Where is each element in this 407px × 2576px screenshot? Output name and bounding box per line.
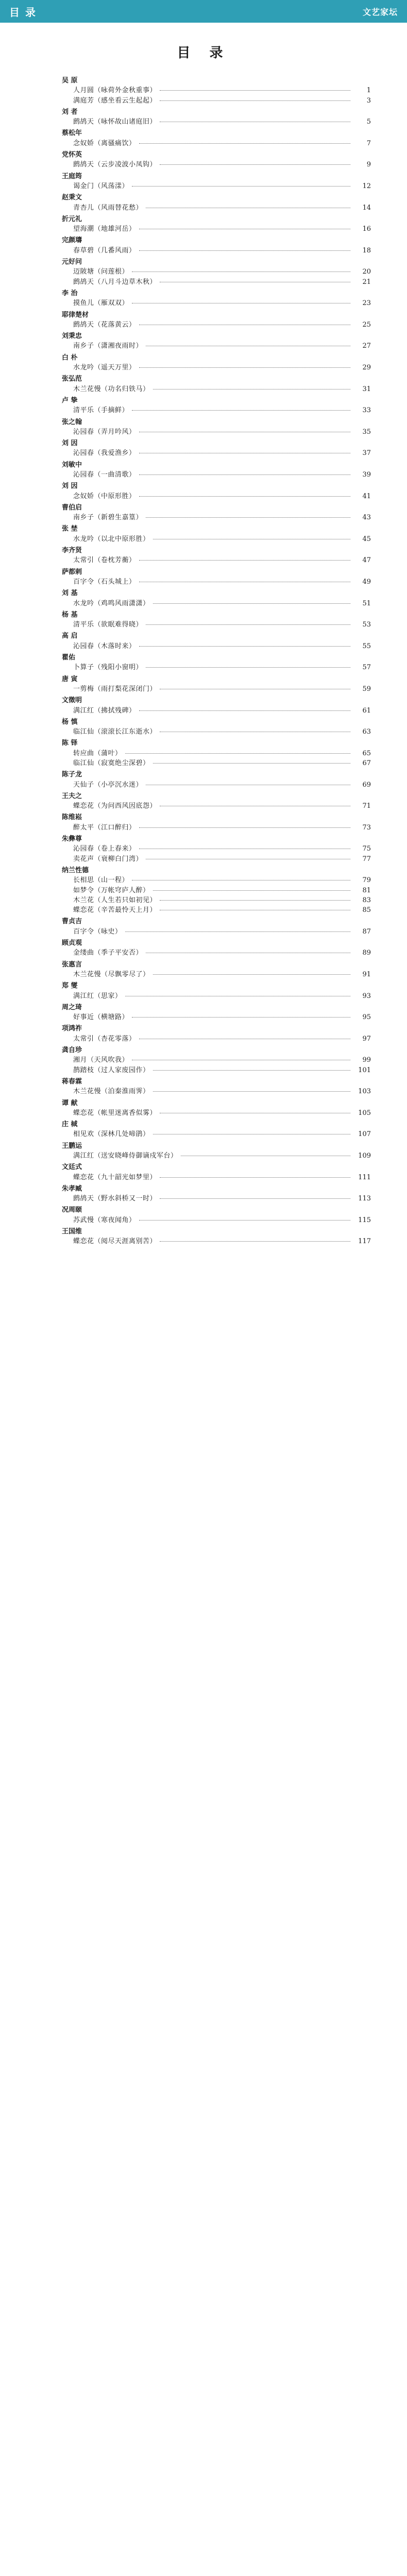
toc-entry[interactable] (73, 1108, 371, 1118)
toc-entry[interactable] (73, 1034, 371, 1044)
toc-author: 况周颐 (62, 1206, 82, 1214)
toc-author: 张之翰 (62, 418, 82, 426)
dot-leader (153, 1091, 350, 1092)
toc-entry[interactable] (73, 577, 371, 587)
toc-entry[interactable] (73, 298, 371, 308)
toc-entry-title: 满江红（送安晓峰侍御谪戍军台） (73, 1151, 178, 1160)
toc-author: 刘 基 (62, 589, 78, 598)
toc-entry-title: 长相思（山一程） (73, 876, 129, 885)
toc-entry-page: 21 (362, 278, 371, 286)
toc-entry-page: 77 (362, 855, 371, 863)
toc-author: 郑 燮 (62, 982, 78, 990)
toc-entry-title: 沁园春（卷上春来） (73, 845, 136, 853)
toc-entry[interactable] (73, 139, 371, 148)
toc-entry[interactable] (73, 663, 371, 672)
toc-entry[interactable] (73, 405, 371, 415)
toc-entry-title: 好事近（横塘路） (73, 1013, 129, 1022)
dot-leader (160, 90, 350, 91)
toc-entry-page: 9 (366, 161, 371, 169)
dot-leader (146, 667, 350, 668)
toc-author: 刘 者 (62, 108, 78, 116)
dot-leader (153, 763, 350, 764)
toc-entry-title: 人月圆（咏荷外金秋重事） (73, 87, 157, 95)
toc-author: 周之琦 (62, 1003, 82, 1011)
toc-entry-title: 鹊踏枝（过人家废园作） (73, 1066, 150, 1074)
toc-entry-title: 湘月（天风吹我） (73, 1056, 129, 1064)
toc-entry[interactable] (73, 1236, 371, 1246)
toc-entry[interactable] (73, 620, 371, 630)
dot-leader (132, 186, 350, 187)
dot-leader (139, 143, 350, 144)
toc-entry-title: 沁园春（木落时来） (73, 642, 136, 650)
dot-leader (132, 410, 350, 411)
toc-author: 完颜璹 (62, 236, 82, 245)
dot-leader (139, 710, 350, 711)
toc-entry-page: 117 (358, 1238, 371, 1246)
toc-entry[interactable] (73, 706, 371, 716)
toc-entry[interactable] (73, 948, 371, 958)
toc-entry-page: 3 (366, 96, 371, 105)
toc-entry-title: 相见欢（深林几处啼鹃） (73, 1130, 150, 1139)
toc-author: 张 埜 (62, 525, 78, 533)
toc-author: 刘 因 (62, 482, 78, 490)
toc-entry-page: 89 (362, 949, 371, 957)
toc-author: 萨都剌 (62, 568, 82, 576)
toc-entry-title: 木兰花慢（功名归铁马） (73, 385, 150, 393)
toc-entry-title: 太常引（卷枕芳蘅） (73, 556, 136, 565)
toc-entry[interactable] (73, 363, 371, 372)
dot-leader (160, 164, 350, 165)
toc-entry-title: 水龙吟（以北中原形胜） (73, 535, 150, 543)
toc-entry[interactable] (73, 448, 371, 458)
toc-entry-title: 临江仙（滚滚长江东逝水） (73, 728, 157, 736)
dot-leader (139, 496, 350, 497)
toc-entry-title: 满江红（拂拭残碑） (73, 706, 136, 715)
toc-author: 唐 寅 (62, 675, 78, 683)
toc-entry-page: 99 (362, 1056, 371, 1064)
section-label: 目 录 (9, 6, 37, 19)
toc-entry-page: 49 (362, 578, 371, 586)
toc-entry-title: 摸鱼儿（雁双双） (73, 299, 129, 308)
toc-author: 谭 献 (62, 1099, 78, 1107)
toc-entry[interactable] (73, 875, 371, 885)
toc-entry-page: 95 (362, 1013, 371, 1022)
toc-entry[interactable] (73, 160, 371, 170)
toc-author: 刘秉忠 (62, 332, 82, 341)
toc-entry-page: 41 (362, 492, 371, 500)
toc-author: 陈子龙 (62, 771, 82, 779)
toc-entry-page: 105 (358, 1109, 371, 1117)
toc-author: 党怀英 (62, 151, 82, 159)
dot-leader (146, 624, 350, 625)
toc-entry-title: 南乡子（新碧生嘉篁） (73, 514, 143, 522)
toc-author: 朱孝臧 (62, 1184, 82, 1193)
page-title: 目 录 (177, 45, 230, 61)
toc-entry-title: 醉太平（江口醉归） (73, 823, 136, 832)
toc-entry[interactable] (73, 844, 371, 854)
header-bar (0, 0, 407, 23)
toc-entry-page: 63 (362, 728, 371, 736)
toc-author: 庄 棫 (62, 1121, 78, 1129)
toc-entry-page: 73 (362, 823, 371, 832)
toc-entry[interactable] (73, 117, 371, 127)
toc-entry[interactable] (73, 801, 371, 811)
toc-entry-title: 百字令（石头城上） (73, 578, 136, 586)
toc-author: 高 启 (62, 632, 78, 640)
toc-entry-title: 蝶恋花（为问西风因底怨） (73, 802, 157, 810)
toc-entry-title: 蝶恋花（阅尽天涯离别苦） (73, 1238, 157, 1246)
dot-leader (160, 100, 350, 101)
toc-entry-title: 水龙吟（鸡鸣风雨潇潇） (73, 599, 150, 607)
toc-author: 项鸿祚 (62, 1025, 82, 1033)
toc-entry-page: 61 (362, 706, 371, 715)
toc-entry[interactable] (73, 96, 371, 106)
dot-leader (153, 890, 350, 891)
toc-entry-page: 67 (362, 759, 371, 767)
toc-entry[interactable] (73, 895, 371, 905)
toc-entry-title: 清平乐（手摘鲜） (73, 406, 129, 415)
toc-entry-title: 南乡子（潇湘夜雨时） (73, 342, 143, 350)
toc-author: 蒋春霖 (62, 1077, 82, 1086)
toc-entry-page: 18 (362, 246, 371, 255)
toc-entry-title: 一剪梅（雨打梨花深闭门） (73, 685, 157, 693)
toc-entry-title: 如梦令（万帐穹庐人醉） (73, 886, 150, 894)
toc-author: 纳兰性德 (62, 866, 89, 874)
toc-author: 张弘范 (62, 375, 82, 383)
toc-author: 蔡松年 (62, 129, 82, 138)
toc-entry[interactable] (73, 823, 371, 833)
toc-entry-page: 65 (362, 749, 371, 757)
dot-leader (160, 1198, 350, 1199)
toc-entry[interactable] (73, 1012, 371, 1022)
toc-author: 龚自珍 (62, 1046, 82, 1055)
toc-entry-title: 转应曲（蒲叶） (73, 749, 122, 757)
toc-entry[interactable] (73, 1173, 371, 1182)
toc-entry-title: 木兰花慢（尽飘零尽了） (73, 970, 150, 978)
toc-entry-page: 115 (358, 1216, 371, 1224)
toc-author: 卢 挚 (62, 396, 78, 404)
toc-author: 吴 原 (62, 77, 78, 84)
toc-entry[interactable] (73, 224, 371, 234)
toc-entry-title: 迈陂塘（问莲根） (73, 268, 129, 276)
toc-entry-page: 87 (362, 927, 371, 936)
toc-entry-page: 27 (362, 342, 371, 350)
brand-label: 文艺家坛 (362, 7, 398, 17)
toc-entry-title: 蝶恋花（九十韶光如梦里） (73, 1173, 157, 1181)
toc-entry[interactable] (73, 927, 371, 937)
dot-leader (125, 753, 350, 754)
toc-entry[interactable] (73, 492, 371, 501)
toc-author: 曹伯启 (62, 503, 82, 512)
toc-entry-title: 木兰花慢（泊秦淮雨霁） (73, 1088, 150, 1096)
dot-leader (139, 827, 350, 828)
toc-entry-title: 木兰花（人生若只如初见） (73, 896, 157, 904)
toc-entry-page: 43 (362, 514, 371, 522)
toc-entry[interactable] (73, 1087, 371, 1096)
toc-author: 文廷式 (62, 1163, 82, 1172)
toc-entry-page: 107 (358, 1130, 371, 1139)
toc-entry-title: 临江仙（寂寞绝尘深碧） (73, 759, 150, 767)
toc-entry-page: 14 (362, 204, 371, 212)
toc-author: 杨 慎 (62, 718, 78, 726)
toc-entry-page: 97 (362, 1035, 371, 1043)
toc-entry[interactable] (73, 534, 371, 544)
toc-entry[interactable] (73, 203, 371, 213)
toc-entry[interactable] (73, 749, 371, 758)
toc-entry-title: 沁园春（弄月吟风） (73, 428, 136, 436)
toc-entry[interactable] (73, 970, 371, 979)
toc-entry-title: 蝶恋花（帐里迷离香似雾） (73, 1109, 157, 1117)
toc-author: 陈维崧 (62, 814, 82, 822)
toc-author: 张惠言 (62, 960, 82, 969)
toc-entry[interactable] (73, 727, 371, 737)
toc-entry-title: 鹧鸪天（咏怀故山诸庭旧） (73, 118, 157, 126)
toc-entry-title: 谒金门（风荡漾） (73, 182, 129, 190)
toc-entry[interactable] (73, 384, 371, 394)
toc-entry[interactable] (73, 991, 371, 1001)
toc-entry[interactable] (73, 1215, 371, 1225)
toc-entry-title: 春草碧（几番风雨） (73, 246, 136, 255)
toc-entry-page: 7 (366, 139, 371, 147)
toc-entry-page: 47 (362, 556, 371, 565)
toc-entry-page: 25 (362, 320, 371, 329)
toc-author: 顾贞观 (62, 939, 82, 947)
toc-entry[interactable] (73, 780, 371, 790)
toc-author: 刘 因 (62, 439, 78, 448)
toc-author: 王鹏运 (62, 1142, 82, 1150)
toc-author: 李 治 (62, 289, 78, 297)
toc-author: 李齐贤 (62, 547, 82, 555)
toc-entry[interactable] (73, 599, 371, 608)
toc-entry-title: 望海潮（地雄河岳） (73, 225, 136, 233)
toc-author: 朱彝尊 (62, 835, 82, 843)
dot-leader (146, 517, 350, 518)
toc-author: 赵秉文 (62, 194, 82, 202)
toc-entry[interactable] (73, 246, 371, 256)
toc-entry[interactable] (73, 341, 371, 351)
toc-entry-page: 20 (362, 268, 371, 276)
dot-leader (139, 1220, 350, 1221)
toc-entry-page: 83 (362, 896, 371, 904)
toc-entry-title: 念奴娇（中原形胜） (73, 492, 136, 500)
toc-author: 王国维 (62, 1228, 82, 1236)
toc-author: 刘敏中 (62, 461, 82, 469)
toc-entry[interactable] (73, 267, 371, 277)
toc-author: 文徵明 (62, 697, 82, 705)
dot-leader (132, 1017, 350, 1018)
toc-author: 元好问 (62, 258, 82, 266)
toc-entry[interactable] (73, 854, 371, 864)
toc-author: 白 朴 (62, 353, 78, 362)
toc-entry[interactable] (73, 758, 371, 768)
toc-entry-title: 清平乐（欲眠难得晓） (73, 621, 143, 629)
toc-entry-page: 1 (366, 87, 371, 95)
toc-entry-page: 111 (358, 1173, 371, 1181)
toc-entry-page: 109 (358, 1151, 371, 1160)
toc-entry-page: 93 (362, 992, 371, 1000)
toc-entry-page: 37 (362, 449, 371, 457)
toc-entry[interactable] (73, 320, 371, 330)
toc-entry-title: 天仙子（小亭沉水迷） (73, 781, 143, 789)
toc-entry[interactable] (73, 1065, 371, 1075)
toc-entry-page: 75 (362, 845, 371, 853)
toc-entry[interactable] (73, 513, 371, 522)
toc-author: 曹贞吉 (62, 918, 82, 926)
toc-entry-title: 太常引（杏花零落） (73, 1035, 136, 1043)
toc-entry-page: 16 (362, 225, 371, 233)
toc-entry-title: 百字令（咏史） (73, 927, 122, 936)
dot-leader (153, 974, 350, 975)
toc-entry-title: 苏武慢（寒夜闻角） (73, 1216, 136, 1224)
toc-entry[interactable] (73, 181, 371, 191)
toc-entry-page: 71 (362, 802, 371, 810)
toc-entry-page: 12 (362, 182, 371, 190)
toc-entry-title: 鹧鸪天（花落黄云） (73, 320, 136, 329)
dot-leader (139, 367, 350, 368)
dot-leader (153, 603, 350, 604)
toc-entry-title: 水龙吟（遥天万里） (73, 364, 136, 372)
toc-entry[interactable] (73, 1151, 371, 1161)
toc-author: 杨 基 (62, 611, 78, 619)
toc-entry[interactable] (73, 1129, 371, 1139)
toc-author: 折元礼 (62, 215, 82, 223)
toc-entry-title: 满庭芳（感坐看云生起起） (73, 96, 157, 105)
toc-author: 王夫之 (62, 792, 82, 800)
toc-entry-page: 103 (358, 1088, 371, 1096)
toc-entry-page: 33 (362, 406, 371, 415)
toc-entry-title: 鹧鸪天（野水斜桥又一时） (73, 1195, 157, 1203)
toc-entry-title: 卖花声（衰柳白门湾） (73, 855, 143, 863)
toc-entry-page: 69 (362, 781, 371, 789)
toc-entry-page: 39 (362, 470, 371, 479)
dot-leader (160, 900, 350, 901)
toc-entry-page: 85 (362, 906, 371, 914)
dot-leader (153, 1070, 350, 1071)
toc-author: 耶律楚材 (62, 311, 89, 319)
toc-entry-page: 81 (362, 886, 371, 894)
toc-entry-title: 沁园春（一曲清歌） (73, 470, 136, 479)
toc-entry-page: 101 (358, 1066, 371, 1074)
dot-leader (139, 560, 350, 561)
dot-leader (139, 474, 350, 475)
toc-entry[interactable] (73, 641, 371, 651)
toc-entry-title: 卜算子（残阳小窗明） (73, 664, 143, 672)
toc-entry[interactable] (73, 1194, 371, 1204)
toc-entry-page: 55 (362, 642, 371, 650)
toc-entry[interactable] (73, 427, 371, 437)
toc-entry-page: 31 (362, 385, 371, 393)
toc-entry[interactable] (73, 470, 371, 480)
toc-entry-title: 鹧鸪天（云步凌波小凤钩） (73, 161, 157, 169)
toc-entry-page: 51 (362, 599, 371, 607)
toc-entry-title: 青杏儿（风雨替花愁） (73, 204, 143, 212)
toc-entry-page: 35 (362, 428, 371, 436)
toc-entry-page: 5 (366, 118, 371, 126)
toc-entry-title: 金缕曲（季子平安否） (73, 949, 143, 957)
toc-entry-page: 23 (362, 299, 371, 308)
toc-entry[interactable] (73, 555, 371, 565)
toc-entry[interactable] (73, 905, 371, 915)
dot-leader (160, 1241, 350, 1242)
dot-leader (139, 646, 350, 647)
toc-author: 陈 铎 (62, 739, 78, 748)
toc-entry[interactable] (73, 86, 371, 95)
toc-entry-page: 59 (362, 685, 371, 693)
toc-entry-page: 79 (362, 876, 371, 885)
toc-entry-page: 91 (362, 970, 371, 978)
table-of-contents (62, 76, 371, 1247)
toc-entry-title: 沁园春（我爱渔乡） (73, 449, 136, 457)
toc-entry-page: 53 (362, 621, 371, 629)
toc-entry-title: 鹧鸪天（八月斗边草木秋） (73, 278, 157, 286)
toc-entry[interactable] (73, 886, 371, 895)
toc-entry-title: 蝶恋花（辛苦最怜天上月） (73, 906, 157, 914)
toc-entry-page: 57 (362, 664, 371, 672)
dot-leader (125, 931, 350, 932)
dot-leader (139, 250, 350, 251)
toc-entry-page: 29 (362, 364, 371, 372)
toc-entry[interactable] (73, 277, 371, 287)
toc-entry[interactable] (73, 684, 371, 694)
toc-entry[interactable] (73, 1055, 371, 1065)
toc-entry-title: 满江红（思家） (73, 992, 122, 1000)
toc-entry-page: 45 (362, 535, 371, 543)
toc-author: 王庭筠 (62, 172, 82, 180)
toc-entry-page: 113 (358, 1195, 371, 1203)
dot-leader (160, 1177, 350, 1178)
toc-author: 瞿佑 (62, 654, 76, 662)
toc-entry-title: 念奴娇（离骚痛饮） (73, 139, 136, 147)
